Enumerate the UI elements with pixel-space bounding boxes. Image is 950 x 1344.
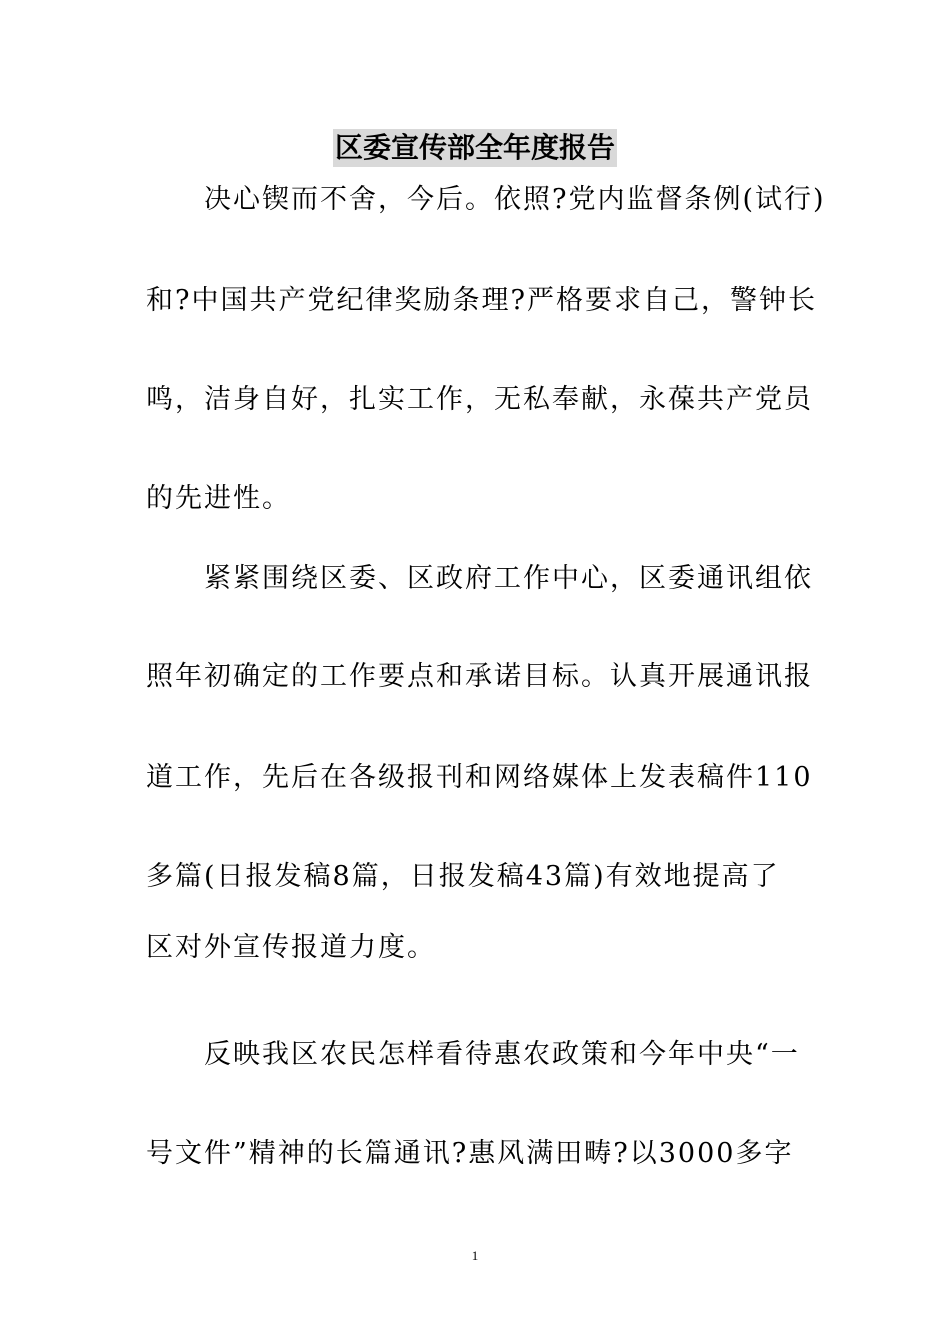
paragraph-line: 和?中国共产党纪律奖励条理?严格要求自己，警钟长 [146, 285, 817, 316]
document-title: 区委宣传部全年度报告 [333, 129, 617, 167]
paragraph-line: 的先进性。 [146, 483, 291, 514]
paragraph-line: 紧紧围绕区委、区政府工作中心，区委通讯组依 [204, 563, 813, 594]
paragraph-line: 决心锲而不舍，今后。依照?党内监督条例(试行) [204, 184, 826, 215]
paragraph-line: 鸣，洁身自好，扎实工作，无私奉献，永葆共产党员 [146, 384, 813, 415]
title-container [0, 129, 950, 167]
page-number: 1 [471, 1248, 479, 1263]
paragraph-line: 号文件”精神的长篇通讯?惠风满田畴?以3000多字 [146, 1138, 794, 1169]
paragraph-line: 道工作，先后在各级报刊和网络媒体上发表稿件110 [146, 762, 813, 793]
paragraph-line: 照年初确定的工作要点和承诺目标。认真开展通讯报 [146, 661, 813, 692]
paragraph-line: 区对外宣传报道力度。 [146, 932, 436, 963]
paragraph-line: 反映我区农民怎样看待惠农政策和今年中央“一 [204, 1039, 800, 1070]
paragraph-line: 多篇(日报发稿8篇，日报发稿43篇)有效地提高了 [146, 861, 780, 892]
